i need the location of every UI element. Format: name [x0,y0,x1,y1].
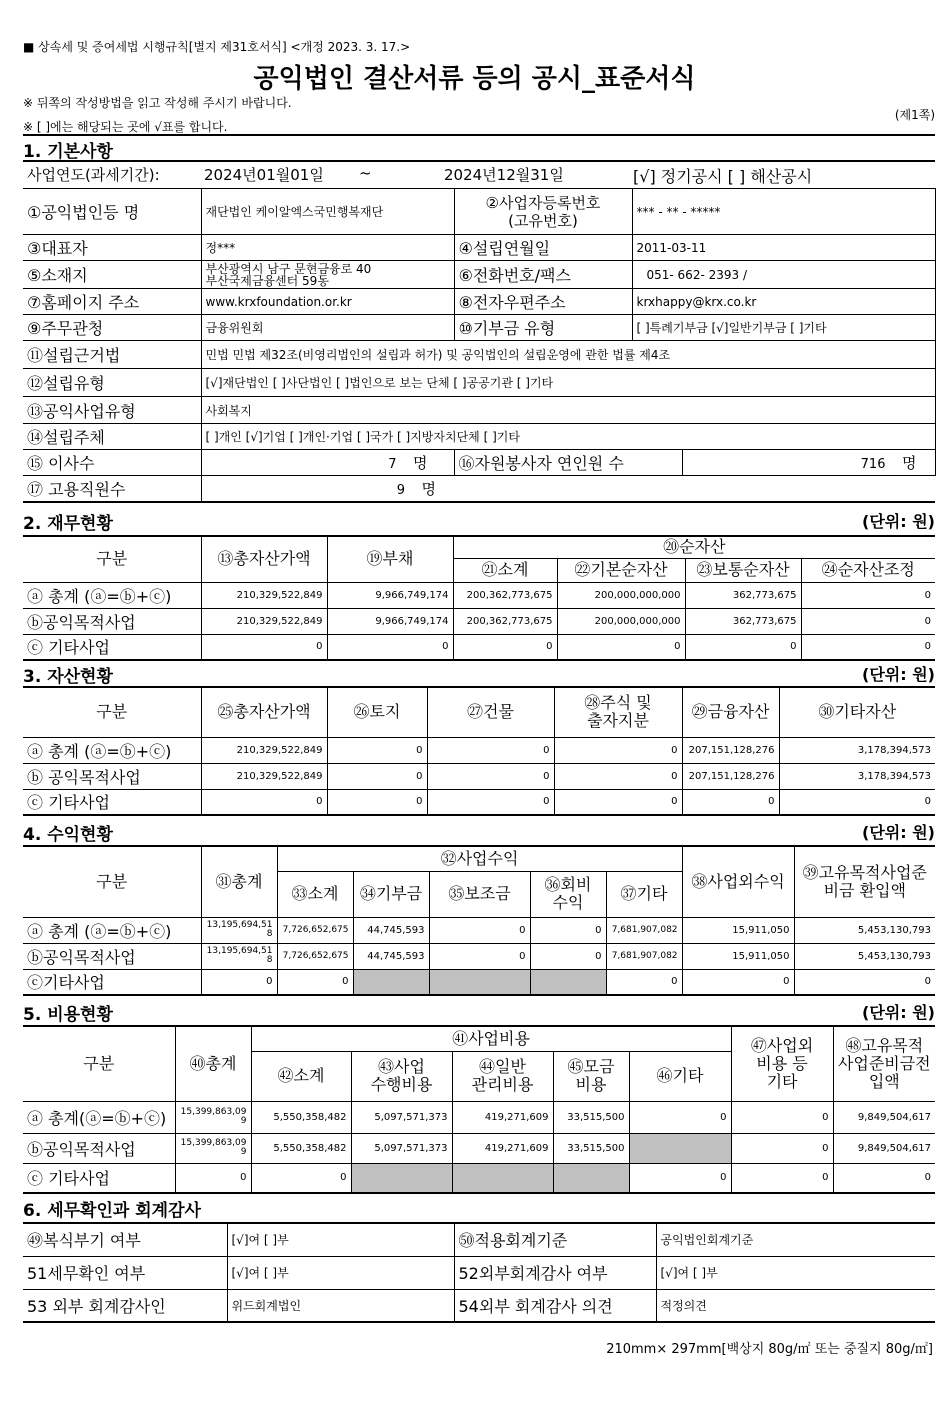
est-date: 2011-03-11 [632,235,935,261]
rev-h-business: ㉜사업수익 [277,846,682,871]
bizno: *** - ** - ***** [632,189,935,235]
directors: 7 명 [201,450,454,476]
donation-label: ⑩기부금 유형 [454,315,632,341]
revenue-table [23,845,935,996]
table-row: ⓒ 기타사업 0 0 0 0 0 [23,1163,935,1193]
org-name: 재단법인 케이알엑스국민행복재단 [201,189,454,235]
fin-h-general-net: ㉓보통순자산 [685,558,801,582]
employees-label: ⑰ 고용직원수 [23,476,201,502]
volunteers: 716 명 [682,450,935,476]
tel-label: ⑥전화번호/팩스 [454,261,632,289]
note-instructions: ※ 뒤쪽의 작성방법을 읽고 작성해 주시기 바랍니다. [23,96,292,110]
bizno-label: ②사업자등록번호 (고유번호) [454,189,632,235]
audit-table [23,1222,935,1323]
basic-info-table [23,188,936,503]
auditor-label: 53 외부 회계감사인 [23,1289,227,1322]
tel: 051- 662- 2393 / [632,261,935,289]
rev-h-subtotal: ㉝소계 [277,871,353,917]
exp-h-business: ㊶사업비용 [251,1026,731,1051]
address: 부산광역시 남구 문현금융로 40 부산국제금융센터 59동 [201,261,454,289]
expense-table [23,1025,935,1194]
section-expense-header: 5. 비용현황 (단위: 원) [23,1003,935,1025]
external-audit-label: 52외부회계감사 여부 [454,1256,656,1289]
ast-h-land: ㉖토지 [327,687,427,737]
finance-table [23,535,935,661]
exp-h-admin: ㊹일반 관리비용 [452,1051,553,1101]
addr-label: ⑤소재지 [23,261,201,289]
note-checkmark: ※ [ ]에는 해당되는 곳에 √표를 합니다. [23,120,228,134]
rev-h-total: ㉛총계 [201,846,277,917]
rev-h-subsidy: ㉟보조금 [429,871,530,917]
email: krxhappy@krx.co.kr [632,289,935,315]
founder: [ ]개인 [√]기업 [ ]개인·기업 [ ]국가 [ ]지방자치단체 [ ]기타 [201,424,935,450]
form-reference: ■ 상속세 및 증여세법 시행규칙[별지 제31호서식] <개정 2023. 3. 17.> [23,40,411,54]
email-label: ⑧전자우편주소 [454,289,632,315]
donation-type: [ ]특례기부금 [√]일반기부금 [ ]기타 [632,315,935,341]
exp-h-operation: ㊸사업 수행비용 [351,1051,452,1101]
section-revenue-header: 4. 수익현황 (단위: 원) [23,823,935,845]
section-finance-header: 2. 재무현황 (단위: 원) [23,512,935,534]
bookkeeping-value: [√]여 [ ]부 [227,1223,454,1256]
exp-h-category: 구분 [23,1026,175,1101]
tax-check-label: 51세무확인 여부 [23,1256,227,1289]
paper-spec-footer: 210mm× 297mm[백상지 80g/㎡ 또는 중질지 80g/㎡] [606,1342,933,1357]
employees: 9 명 [201,476,454,502]
ast-h-financial: ㉙금융자산 [682,687,779,737]
accounting-standard-value: 공익법인회계기준 [656,1223,935,1256]
fin-h-liabilities: ⑲부채 [327,536,453,582]
fin-h-category: 구분 [23,536,201,582]
fin-h-net-assets: ⑳순자산 [453,536,935,558]
section-assets-header: 3. 자산현황 (단위: 원) [23,665,935,687]
exp-h-total: ㊵총계 [175,1026,251,1101]
name-label: ①공익법인등 명 [23,189,201,235]
exp-h-nonbusiness: ㊼사업외 비용 등 기타 [731,1026,833,1101]
rep: 정*** [201,235,454,261]
table-row: ⓒ 기타사업 0 0 0 0 0 0 [23,634,935,660]
rev-h-category: 구분 [23,846,201,917]
est-date-label: ④설립연월일 [454,235,632,261]
table-row: ⓐ 총계 (ⓐ=ⓑ+ⓒ) 210,329,522,849 0 0 0 207,151,128,276 3,178,394,573 [23,737,935,763]
auditor-value: 위드회계법인 [227,1289,454,1322]
table-row: ⓑ공익목적사업 15,399,863,099 5,550,358,482 5,097,571,373 419,271,609 33,515,500 0 9,849,504,617 [23,1133,935,1163]
law: 민법 민법 제32조(비영리법인의 설립과 허가) 및 공익법인의 설립운영에 관한 법률 제4조 [201,341,935,369]
table-row: ⓒ 기타사업 0 0 0 0 0 0 [23,789,935,815]
audit-opinion-label: 54외부 회계감사 의견 [454,1289,656,1322]
ast-h-category: 구분 [23,687,201,737]
period-start: 2024년01월01일 [204,166,324,184]
rev-h-reserve: ㊴고유목적사업준 비금 환입액 [794,846,935,917]
fin-h-adjust: ㉔순자산조정 [801,558,935,582]
period-tilde: ~ [359,164,372,182]
period-row [23,164,935,188]
directors-label: ⑮ 이사수 [23,450,201,476]
fin-h-subtotal: ㉑소계 [453,558,557,582]
table-row: ⓐ 총계(ⓐ=ⓑ+ⓒ) 15,399,863,099 5,550,358,482 5,097,571,373 419,271,609 33,515,500 0 0 9,849,504,617 [23,1101,935,1133]
est-type: [√]재단법인 [ ]사단법인 [ ]법인으로 보는 단체 [ ]공공기관 [ ]기타 [201,369,935,397]
period-end: 2024년12월31일 [444,166,564,184]
founder-label: ⑭설립주체 [23,424,201,450]
bookkeeping-label: ㊾복식부기 여부 [23,1223,227,1256]
rev-h-nonbusiness: ㊳사업외수익 [682,846,794,917]
page-title: 공익법인 결산서류 등의 공시_표준서식 [253,64,696,94]
biztype-label: ⑬공익사업유형 [23,397,201,424]
table-row: ⓑ공익목적사업 210,329,522,849 9,966,749,174 200,362,773,675 200,000,000,000 362,773,675 0 [23,608,935,634]
fin-h-total-assets: ⑬총자산가액 [201,536,327,582]
rev-h-donation: ㉞기부금 [353,871,429,917]
table-row: ⓐ 총계 (ⓐ=ⓑ+ⓒ) 13,195,694,518 7,726,652,675 44,745,593 0 0 7,681,907,082 15,911,050 5,453,130,793 [23,917,935,943]
period-label: 사업연도(과세기간): [27,166,160,184]
accounting-standard-label: ㊿적용회계기준 [454,1223,656,1256]
exp-h-reserve: ㊽고유목적 사업준비금전 입액 [833,1026,935,1101]
exp-h-subtotal: ㊷소계 [251,1051,351,1101]
disclosure-type: [√] 정기공시 [ ] 해산공시 [633,167,813,186]
section-basic-title: 1. 기본사항 [23,142,113,162]
table-row: ⓒ기타사업 0 0 0 0 0 [23,969,935,995]
volunteers-label: ⑯자원봉사자 연인원 수 [454,450,682,476]
ministry: 금융위원회 [201,315,454,341]
rep-label: ③대표자 [23,235,201,261]
table-row: ⓑ공익목적사업 13,195,694,518 7,726,652,675 44,745,593 0 0 7,681,907,082 15,911,050 5,453,130,793 [23,943,935,969]
type-label: ⑫설립유형 [23,369,201,397]
ministry-label: ⑨주무관청 [23,315,201,341]
law-label: ⑪설립근거법 [23,341,201,369]
ast-h-stock: ㉘주식 및 출자지분 [554,687,682,737]
homepage-label: ⑦홈페이지 주소 [23,289,201,315]
rev-h-fees: ㊱회비 수익 [530,871,606,917]
exp-h-fundraising: ㊺모금 비용 [553,1051,629,1101]
table-row: ⓑ 공익목적사업 210,329,522,849 0 0 0 207,151,128,276 3,178,394,573 [23,763,935,789]
assets-table [23,686,935,816]
table-row: ⓐ 총계 (ⓐ=ⓑ+ⓒ) 210,329,522,849 9,966,749,174 200,362,773,675 200,000,000,000 362,773,675 0 [23,582,935,608]
tax-check-value: [√]여 [ ]부 [227,1256,454,1289]
page-number: (제1쪽) [894,108,935,122]
homepage: www.krxfoundation.or.kr [201,289,454,315]
ast-h-total: ㉕총자산가액 [201,687,327,737]
biztype: 사회복지 [201,397,935,424]
section-audit-header: 6. 세무확인과 회계감사 [23,1201,201,1221]
exp-h-other: ㊻기타 [629,1051,731,1101]
rev-h-other: ㊲기타 [606,871,682,917]
audit-opinion-value: 적정의견 [656,1289,935,1322]
ast-h-building: ㉗건물 [427,687,554,737]
external-audit-value: [√]여 [ ]부 [656,1256,935,1289]
ast-h-other: ㉚기타자산 [779,687,935,737]
fin-h-basic-net: ㉒기본순자산 [557,558,685,582]
